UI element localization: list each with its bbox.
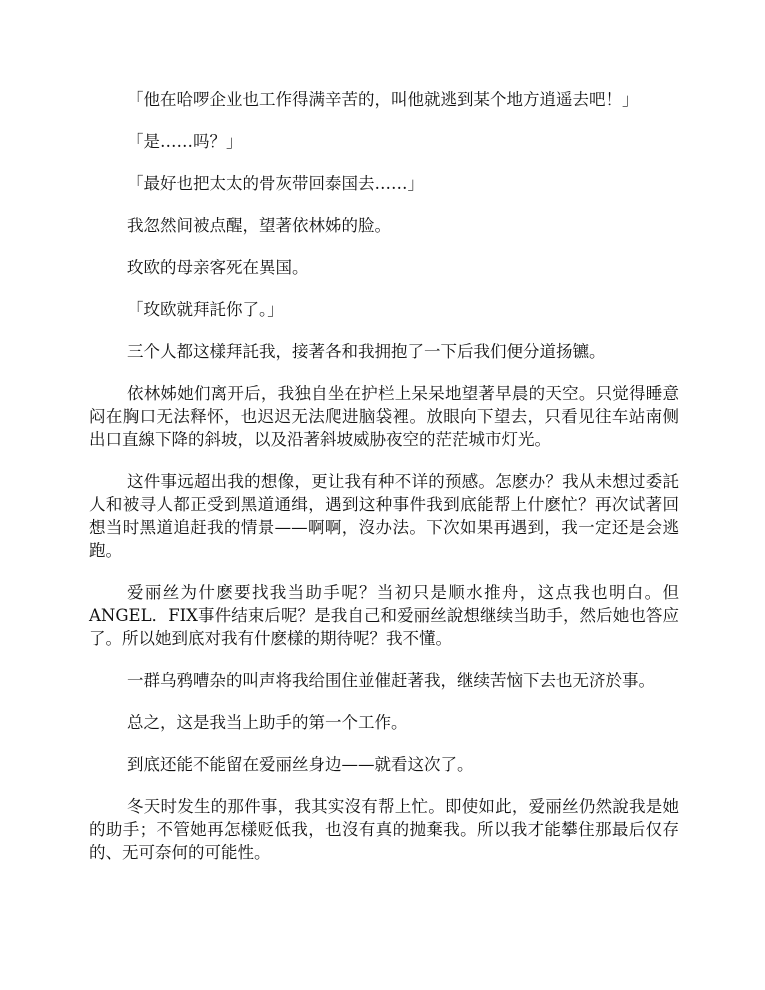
paragraph: 总之，这是我当上助手的第一个工作。 bbox=[127, 713, 408, 732]
paragraph: 这件事远超出我的想像，更让我有种不详的预感。怎麽办？我从未想过委託人和被寻人都正受到黑道通缉，遇到这种事件我到底能帮上什麽忙？再次试著回想当时黑道追赶我的情景——啊啊，沒办法。下次如果再遇到，我一定还是会逃跑。 bbox=[89, 472, 679, 560]
paragraph: 「最好也把太太的骨灰带回泰国去……」 bbox=[127, 174, 424, 193]
paragraph: 「他在哈啰企业也工作得满辛苦的，叫他就逃到某个地方逍遥去吧！」 bbox=[127, 90, 639, 109]
paragraph: 冬天时发生的那件事，我其实沒有帮上忙。即使如此，爱丽丝仍然說我是她的助手；不管她再怎樣贬低我，也沒有真的抛棄我。所以我才能攀住那最后仅存的、无可奈何的可能性。 bbox=[89, 797, 679, 862]
paragraph: 我忽然间被点醒，望著依林姊的脸。 bbox=[127, 216, 391, 235]
paragraph: 爱丽丝为什麽要找我当助手呢？当初只是顺水推舟，这点我也明白。但ANGEL．FIX事件结束后呢？是我自己和爱丽丝說想继续当助手，然后她也答应了。所以她到底对我有什麽樣的期待呢？我不懂。 bbox=[89, 583, 679, 648]
paragraph: 三个人都这樣拜託我，接著各和我拥抱了一下后我们便分道扬镳。 bbox=[127, 342, 606, 361]
document-page bbox=[89, 88, 679, 883]
paragraph: 「是……吗？」 bbox=[127, 132, 243, 151]
paragraph: 一群乌鸦嘈杂的叫声将我给围住並催赶著我，继续苦恼下去也无济於事。 bbox=[127, 671, 655, 690]
paragraph: 玫欧的母亲客死在異国。 bbox=[127, 258, 309, 277]
paragraph: 「玫欧就拜託你了。」 bbox=[127, 300, 284, 319]
paragraph: 依林姊她们离开后，我独自坐在护栏上呆呆地望著早晨的天空。只觉得睡意闷在胸口无法释怀，也迟迟无法爬进脑袋裡。放眼向下望去，只看见往车站南侧出口直線下降的斜坡，以及沿著斜坡威胁夜空的茫茫城市灯光。 bbox=[89, 384, 679, 449]
paragraph: 到底还能不能留在爱丽丝身边——就看这次了。 bbox=[127, 755, 474, 774]
